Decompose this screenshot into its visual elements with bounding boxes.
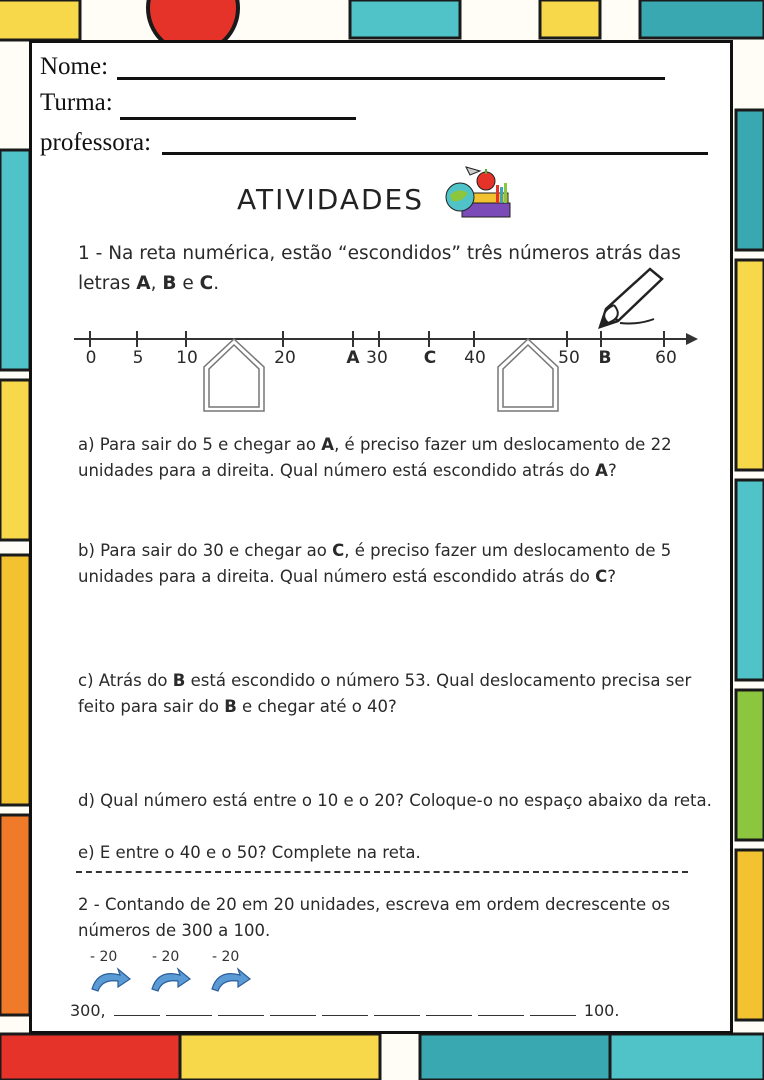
- question-1d: d) Qual número está entre o 10 e o 20? Coloque-o no espaço abaixo da reta.: [78, 791, 712, 810]
- pencil-hand-icon: [594, 265, 666, 331]
- bold-letter: B: [224, 697, 237, 716]
- tick-label-5: 5: [132, 348, 144, 368]
- question-text: b) Para sair do 30 e chegar ao: [78, 541, 333, 560]
- question-1e: e) E entre o 40 e o 50? Complete na reta.: [78, 843, 421, 862]
- question-1-text: 1 - Na reta numérica, estão “escondidos” três números atrás das letras: [78, 243, 681, 294]
- tick-label-60: 60: [655, 348, 677, 368]
- question-text: , é preciso fazer um deslocamento de 22 unidades para a direita. Qual número está escondido atrás do: [78, 435, 672, 480]
- question-1a: [78, 432, 718, 484]
- bold-letter: A: [321, 435, 335, 454]
- question-text: ?: [607, 567, 617, 586]
- class-label: Turma:: [40, 89, 113, 116]
- answer-blank[interactable]: [270, 1015, 316, 1016]
- step-label: - 20: [90, 949, 118, 965]
- answer-blank[interactable]: [374, 1015, 420, 1016]
- separator: ,: [150, 273, 163, 294]
- section-divider: [76, 871, 688, 873]
- sequence-row: [70, 998, 710, 1024]
- answer-blank[interactable]: [478, 1015, 524, 1016]
- school-icon: [444, 163, 514, 221]
- sequence-end: 100.: [583, 1001, 620, 1020]
- teacher-line[interactable]: [162, 136, 708, 155]
- worksheet-page: [29, 40, 733, 1034]
- question-text: e chegar até o 40?: [236, 697, 397, 716]
- blank-box-1: [204, 339, 264, 411]
- question-1c: [78, 668, 718, 720]
- tick-label-40: 40: [464, 348, 486, 368]
- tick-label-a: A: [346, 348, 360, 368]
- letter-c: C: [199, 273, 214, 294]
- blank-box-2: [498, 339, 558, 411]
- bold-letter: C: [595, 567, 608, 586]
- question-text: , é preciso fazer um deslocamento de 5 unidades para a direita. Qual número está escondido atrás do: [78, 541, 672, 586]
- sequence-start: 300,: [70, 1001, 106, 1020]
- name-label: Nome:: [40, 53, 109, 80]
- bold-letter: C: [332, 541, 345, 560]
- curved-arrow-icon: [212, 969, 250, 991]
- answer-blank[interactable]: [322, 1015, 368, 1016]
- letter-b: B: [162, 273, 177, 294]
- tick-label-c: C: [423, 348, 437, 368]
- answer-blank[interactable]: [114, 1015, 160, 1016]
- page-title: ATIVIDADES: [237, 183, 425, 216]
- separator: e: [176, 273, 200, 294]
- tick-label-20: 20: [274, 348, 296, 368]
- question-text: c) Atrás do: [78, 671, 173, 690]
- number-line: [72, 325, 702, 417]
- tick-label-10: 10: [176, 348, 198, 368]
- class-line[interactable]: [120, 101, 356, 120]
- teacher-label: professora:: [40, 129, 152, 156]
- tick-label-50: 50: [558, 348, 580, 368]
- question-text: está escondido o número 53. Qual deslocamento precisa ser feito para sair do: [78, 671, 692, 716]
- question-text: a) Para sair do 5 e chegar ao: [78, 435, 322, 454]
- answer-blank[interactable]: [218, 1015, 264, 1016]
- tick-label-30: 30: [366, 348, 388, 368]
- answer-blank[interactable]: [530, 1015, 576, 1016]
- question-2: 2 - Contando de 20 em 20 unidades, escreva em ordem decrescente os números de 300 a 100.: [78, 895, 671, 940]
- curved-arrow-icon: [152, 969, 190, 991]
- bold-letter: B: [172, 671, 186, 690]
- step-arrows: [88, 963, 258, 995]
- letter-a: A: [136, 273, 151, 294]
- question-text: ?: [607, 461, 617, 480]
- step-label: - 20: [152, 949, 180, 965]
- curved-arrow-icon: [92, 969, 130, 991]
- bold-letter: A: [595, 461, 608, 480]
- answer-blank[interactable]: [426, 1015, 472, 1016]
- tick-label-b: B: [598, 348, 612, 368]
- question-1b: [78, 538, 718, 590]
- step-label: - 20: [212, 949, 240, 965]
- separator: .: [213, 273, 220, 294]
- answer-blank[interactable]: [166, 1015, 212, 1016]
- tick-label-0: 0: [85, 348, 97, 368]
- name-line[interactable]: [117, 61, 665, 80]
